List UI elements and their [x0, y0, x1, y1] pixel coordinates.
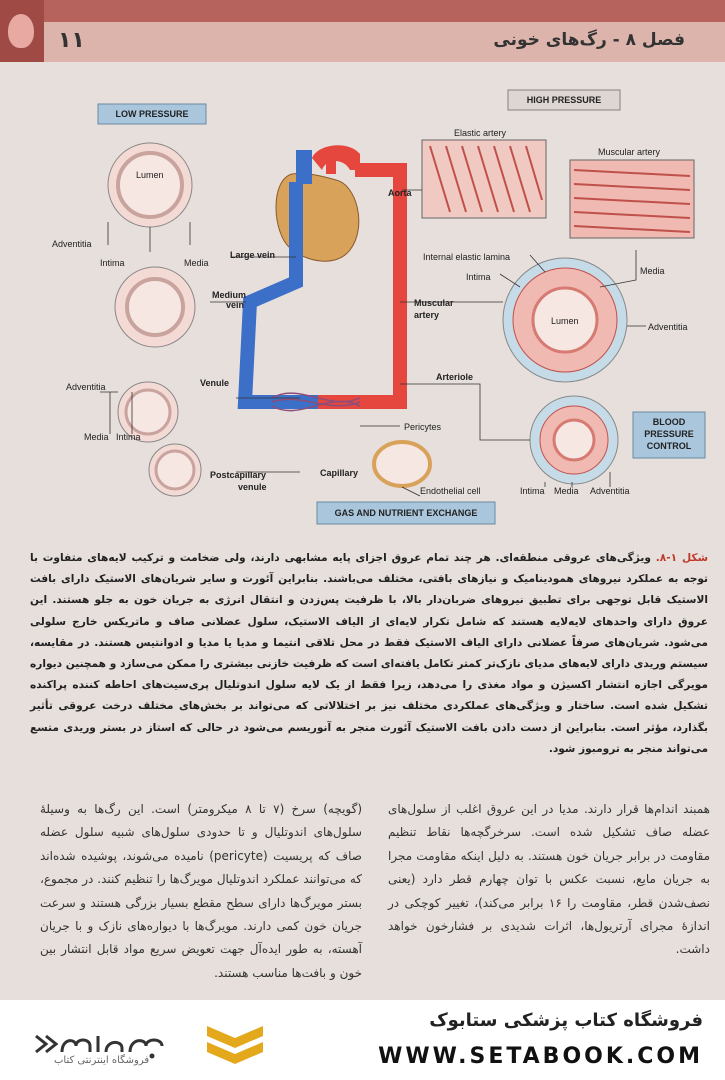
medium-vein-label-2: vein [226, 300, 245, 310]
high-pressure-label: HIGH PRESSURE [526, 95, 602, 105]
intima-left-label: Intima [100, 258, 125, 268]
arteriole-label: Arteriole [436, 372, 474, 382]
arteriole-ring [530, 396, 618, 484]
lumen-label-right: Lumen [551, 316, 579, 326]
adventitia-venule-label: Adventitia [66, 382, 106, 392]
medium-vein-label-1: Medium [212, 290, 247, 300]
store-url-link[interactable]: WWW.SETABOOK.COM [378, 1044, 703, 1069]
venule-label: Venule [200, 378, 230, 388]
vascular-figure [0, 62, 725, 540]
low-pressure-label: LOW PRESSURE [115, 109, 189, 119]
chevron-logo-icon [205, 1020, 265, 1066]
heart-icon [276, 145, 360, 261]
figure-caption [30, 548, 708, 760]
brand-subtitle: فروشگاه اینترنتی کتاب [54, 1055, 150, 1066]
bp-control-label-1: BLOOD [652, 417, 686, 427]
media-right-label: Media [640, 266, 665, 276]
muscular-artery-label-2: artery [414, 310, 440, 320]
capillary-label: Capillary [320, 468, 359, 478]
aorta-label: Aorta [388, 188, 412, 198]
postcapillary-venule-ring [149, 444, 201, 496]
capillary-ring [374, 442, 430, 486]
gas-exchange-label: GAS AND NUTRIENT EXCHANGE [334, 508, 478, 518]
adventitia-right-label: Adventitia [648, 322, 688, 332]
intima-venule-label: Intima [116, 432, 141, 442]
large-vein-label: Large vein [230, 250, 276, 260]
page-header [0, 0, 725, 62]
muscular-artery-tissue-label: Muscular artery [598, 147, 661, 157]
lumen-label-left: Lumen [136, 170, 164, 180]
media-left-label: Media [184, 258, 209, 268]
muscular-artery-label-1: Muscular [414, 298, 454, 308]
chapter-title: فصل ۸ - رگ‌های خونی [493, 30, 685, 50]
endothelial-cell-label: Endothelial cell [420, 486, 481, 496]
elastic-artery-label: Elastic artery [454, 128, 507, 138]
header-flower-icon [0, 0, 44, 62]
intima-bottom-label: Intima [520, 486, 545, 496]
page-number: ۱۱ [58, 28, 85, 53]
large-vein-ring [108, 143, 192, 227]
store-footer [0, 1000, 725, 1080]
intima-right-label: Intima [466, 272, 491, 282]
bp-control-label-3: CONTROL [646, 441, 692, 451]
medium-vein-ring [115, 267, 195, 347]
body-column-left: (گویچه) سرخ (۷ تا ۸ میکرومتر) است. این رگ‌ها به وسیلهٔ سلول‌های اندوتلیال و تا حدودی سلول‌های شبیه سلول عضله صاف که پریسیت (pericyte) نامیده می‌شوند، پوشیده شده‌اند که می‌توانند عملکرد اندوتلیال مویرگ‌ها را تنظیم کنند. در مجموع، بستر مویرگ‌ها دارای سطح مقطع بسیار بزرگی هستند و سرعت جریان خون کمی دارند. مویرگ‌ها با دیواره‌های نازک و با جریان آهسته، به طور ایده‌آل جهت تعویض سریع مواد قابل انتشار بین خون و بافت‌ها مناسب هستند. [40, 802, 363, 980]
store-name: فروشگاه کتاب پزشکی ستابوک [429, 1010, 703, 1031]
figure-svg [0, 62, 725, 540]
adventitia-bottom-label: Adventitia [590, 486, 630, 496]
bp-control-label-2: PRESSURE [644, 429, 694, 439]
caption-lead: شکل ۱-۸. [655, 552, 708, 564]
media-bottom-label: Media [554, 486, 579, 496]
pericytes-label: Pericytes [404, 422, 442, 432]
postcapillary-venule-label-2: venule [238, 482, 267, 492]
postcapillary-venule-label-1: Postcapillary [210, 470, 267, 480]
internal-elastic-lamina-label: Internal elastic lamina [423, 252, 511, 262]
body-column-right: همبند اندام‌ها قرار دارند. مدیا در این عروق اغلب از سلول‌های عضله صاف تشکیل شده است. سرخرگچه‌ها نقاط تنظیم مقاومت در برابر جریان خون هستند. به دلیل اینکه مقاومت مجرا به جریان مایع، نسبت عکس با توان چهارم قطر دارد (یعنی نصف‌شدن قطر، مقاومت را ۱۶ برابر می‌کند)، تغییر کوچکی در اندازهٔ مجرای آرتریول‌ها، اثرات شدیدی بر فشارخون خواهد داشت. [388, 802, 710, 957]
caption-text: ویژگی‌های عروقی منطقه‌ای. هر چند تمام عروق اجزای پایه مشابهی دارند، ولی ضخامت و ترکیب لایه‌های متفاوت با توجه به عملکرد نیروهای همودینامیک و نیازهای بافتی، مختلف می‌باشند. بنابراین آئورت و سایر شریان‌های الاستیک دارای بافت الاستیک قابل توجهی برای تطبیق نیروهای ضربان‌دار بالا، با ظرفیت پس‌زدن و انتقال انرژی به جریان خون به جلو هستند. این عروق دارای واحدهای لایه‌لایه هستند که شامل تکرار لایه‌ای از الیاف الاستیک، سلول عضلانی صاف و ماتریکس خارج سلولی می‌شود. شریان‌های صرفاً عضلانی دارای الیاف الاستیک فقط در محل تلاقی انتیما و مدیا یا مدیا و ادوانتیس هستند. در مقایسه، سیستم وریدی دارای لایه‌های مدیای نازک‌تر کمتر تکامل یافته‌ای است که ظرفیت خازنی بیشتری را ممکن می‌سازد و همچنین دیواره مویرگی اجازه انتشار اکسیژن و مواد مغذی را می‌دهد، زیرا فقط از یک لایه سلول اندوتلیال پری‌سیت‌های احاطه کننده پراکنده تشکیل شده است. ساختار و ویژگی‌های عملکردی مختلف نیز بر اختلالاتی که می‌تواند بر بخش‌های مختلف درخت عروقی تأثیر بگذارد، مؤثر است. بنابراین از دست دادن بافت الاستیک آئورت منجر به آنوریسم می‌شود در حالی که استاز در بستر وریدی متسع می‌تواند منجر به ترومبوز شود. [30, 552, 708, 755]
adventitia-left-label: Adventitia [52, 239, 92, 249]
media-venule-label: Media [84, 432, 109, 442]
